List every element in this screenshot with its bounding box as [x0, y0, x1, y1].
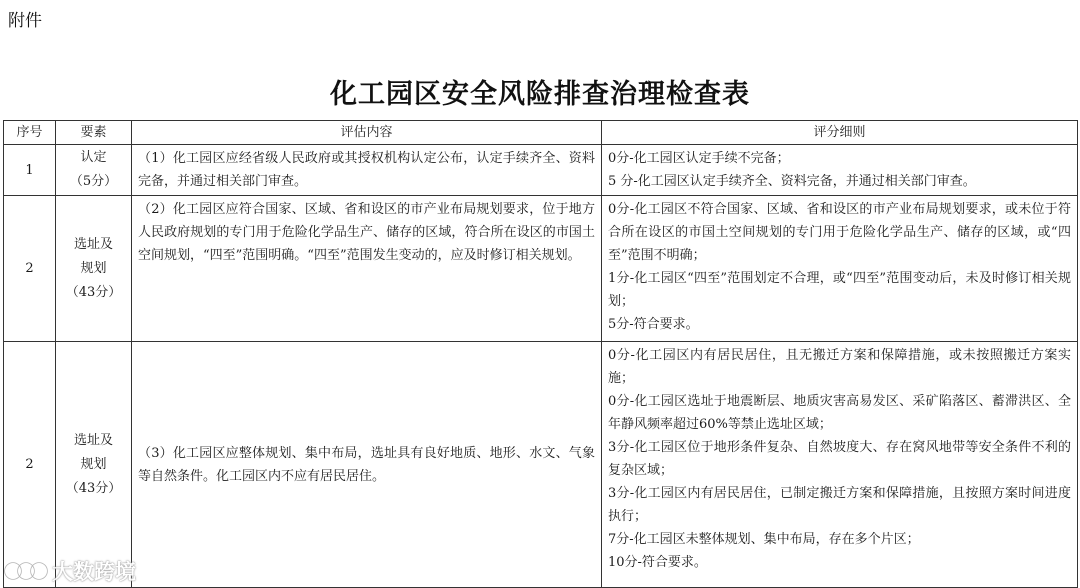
scoring-item: 0分-化工园区选址于地震断层、地质灾害高易发区、采矿陷落区、蓄滞洪区、全年静风频率超过60%等禁止选址区域； — [608, 394, 1071, 432]
document-title: 化工园区安全风险排查治理检查表 — [330, 79, 750, 110]
table-row — [4, 342, 1078, 588]
row-content: （3）化工园区应整体规划、集中布局，选址具有良好地质、地形、水文、气象等自然条件。化工园区内不应有居民居住。 — [132, 342, 602, 588]
inspection-table — [3, 120, 1078, 588]
row-scoring — [602, 145, 1078, 196]
scoring-item: 0分-化工园区内有居民居住，且无搬迁方案和保障措施，或未按照搬迁方案实施； — [608, 348, 1071, 386]
row-number: 2 — [4, 342, 56, 588]
element-line: 选址及 — [73, 432, 113, 448]
element-line: 选址及 — [73, 236, 113, 252]
row-content: （1）化工园区应经省级人民政府或其授权机构认定公布，认定手续齐全、资料完备，并通过相关部门审查。 — [132, 145, 602, 196]
row-element — [56, 196, 132, 342]
dashuju-logo-icon — [4, 559, 48, 583]
element-line: （5分） — [69, 174, 118, 189]
scoring-item: 1分-化工园区“四至”范围划定不合理，或“四至”范围变动后，未及时修订相关规划； — [608, 271, 1071, 309]
scoring-item: 3分-化工园区内有居民居住，已制定搬迁方案和保障措施，且按照方案时间进度执行； — [608, 486, 1071, 524]
scoring-item: 3分-化工园区位于地形条件复杂、自然坡度大、存在窝风地带等安全条件不利的复杂区域； — [608, 440, 1071, 478]
header-element: 要素 — [56, 121, 132, 145]
scoring-item: 7分-化工园区未整体规划、集中布局，存在多个片区； — [608, 532, 920, 547]
row-element — [56, 342, 132, 588]
element-line: 认定 — [80, 150, 107, 165]
header-scoring: 评分细则 — [602, 121, 1078, 145]
scoring-item: 0分-化工园区不符合国家、区域、省和设区的市产业布局规划要求，或未位于符合所在设区的市国土空间规划的专门用于危险化学品生产、储存的区域，或“四至”范围不明确； — [608, 202, 1071, 263]
watermark-text: 大数跨境 — [52, 560, 136, 584]
attachment-label: 附件 — [8, 11, 42, 31]
row-number: 2 — [4, 196, 56, 342]
row-element — [56, 145, 132, 196]
element-line: （43分） — [65, 284, 122, 300]
row-number: 1 — [4, 145, 56, 196]
header-content: 评估内容 — [132, 121, 602, 145]
scoring-item: 10分-符合要求。 — [608, 555, 707, 570]
element-line: 规划 — [80, 456, 107, 472]
watermark — [4, 556, 136, 586]
scoring-item: 0分-化工园区认定手续不完备； — [608, 151, 790, 166]
element-line: （43分） — [65, 480, 122, 496]
header-number: 序号 — [4, 121, 56, 145]
table-row — [4, 145, 1078, 196]
row-scoring — [602, 196, 1078, 342]
table-header-row — [4, 121, 1078, 145]
table-row — [4, 196, 1078, 342]
scoring-item: 5 分-化工园区认定手续齐全、资料完备，并通过相关部门审查。 — [608, 174, 976, 189]
element-line: 规划 — [80, 260, 107, 276]
row-content: （2）化工园区应符合国家、区域、省和设区的市产业布局规划要求，位于地方人民政府规划的专门用于危险化学品生产、储存的区域，符合所在设区的市国土空间规划，“四至”范围明确。“四至”范围发生变动的，应及时修订相关规划。 — [132, 196, 602, 342]
row-scoring — [602, 342, 1078, 588]
scoring-item: 5分-符合要求。 — [608, 317, 699, 332]
